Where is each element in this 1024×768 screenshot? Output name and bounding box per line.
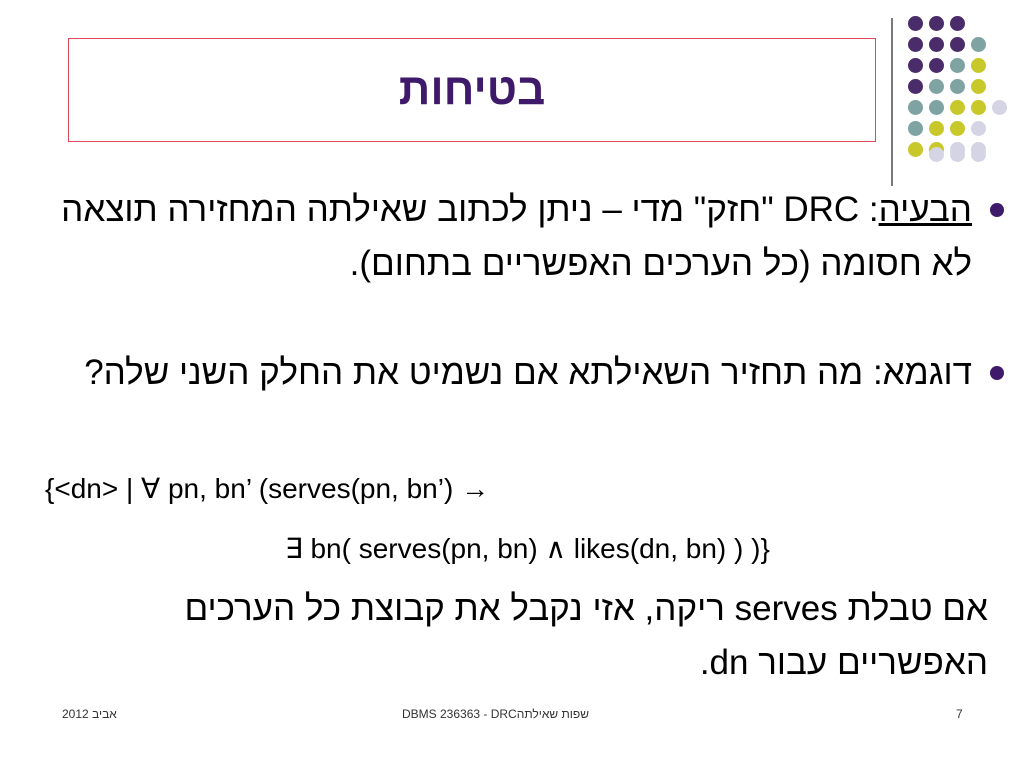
dot <box>929 100 944 115</box>
decorative-dots-bottom <box>902 145 1012 165</box>
dot <box>971 100 986 115</box>
dot <box>950 100 965 115</box>
dot <box>908 16 923 31</box>
dot <box>971 121 986 136</box>
dot <box>908 100 923 115</box>
footer-course-text: DBMS 236363 - DRCשפות שאילתה <box>402 707 589 721</box>
formula-line-1: {<dn> | ∀ pn, bn’ (serves(pn, bn’) → <box>45 473 490 504</box>
dot <box>950 37 965 52</box>
dot <box>950 16 965 31</box>
dot <box>950 121 965 136</box>
dot <box>908 79 923 94</box>
bullet-problem <box>52 183 972 291</box>
dot <box>929 16 944 31</box>
dot <box>908 58 923 73</box>
dot <box>971 58 986 73</box>
footer-date <box>62 707 117 721</box>
dot <box>908 37 923 52</box>
footer-course <box>402 707 589 721</box>
dot <box>929 121 944 136</box>
bullet-example <box>52 346 972 400</box>
divider-line <box>891 18 893 186</box>
dot <box>950 58 965 73</box>
formula-line-2: ∃ bn( serves(pn, bn) ∧ likes(dn, bn) ) )} <box>285 533 770 564</box>
dot <box>908 121 923 136</box>
title-box <box>68 38 876 142</box>
footer-page-number-text: 7 <box>956 707 963 721</box>
dot <box>929 37 944 52</box>
problem-body: : DRC "חזק" מדי – ניתן לכתוב שאילתה המחזירה תוצאה לא חסומה (כל הערכים האפשריים בתחום). <box>61 190 972 283</box>
decorative-dots <box>902 14 1012 164</box>
dot <box>950 147 965 162</box>
footer-page-number <box>956 707 963 721</box>
dot <box>992 100 1007 115</box>
slide-title: בטיחות <box>398 65 546 114</box>
bullet-example-text: דוגמא: מה תחזיר השאילתא אם נשמיט את החלק השני שלה? <box>84 353 972 392</box>
dot <box>971 37 986 52</box>
dot <box>971 79 986 94</box>
dot <box>929 147 944 162</box>
dot <box>971 147 986 162</box>
bullet-problem-text <box>52 183 972 291</box>
dot <box>929 79 944 94</box>
dot <box>950 79 965 94</box>
dot <box>929 58 944 73</box>
footer-date-text: אביב 2012 <box>62 707 117 721</box>
problem-label: הבעיה <box>878 190 972 229</box>
conclusion-text: אם טבלת serves ריקה, אזי נקבל את קבוצת כל הערכים האפשריים עבור dn. <box>184 589 988 682</box>
bullet-icon <box>990 203 1004 217</box>
bullet-icon <box>990 366 1004 380</box>
